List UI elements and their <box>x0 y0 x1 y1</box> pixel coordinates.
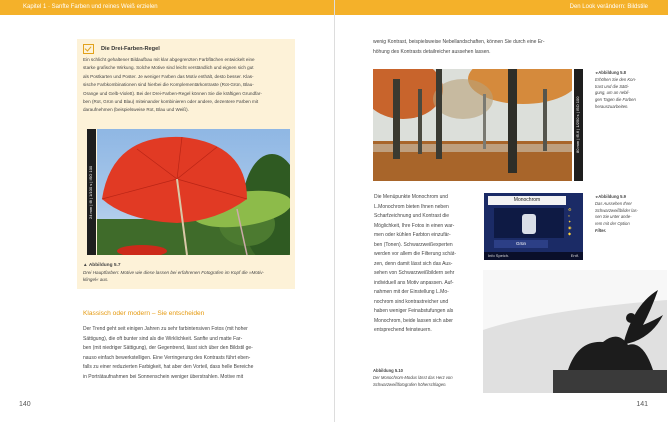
camera-menu-screenshot <box>484 193 583 260</box>
left-running-header: Kapitel 1 · Sanfte Farben und reines Weiß erzielen <box>0 0 334 15</box>
body-line: in Porträtaufnahmen bei Sonnenschein weniger überstrahlen. Motive mit <box>83 373 244 380</box>
body-line: ben (mit niedriger Sättigung), der Gegentrend, lässt sich über den Bildstil ge- <box>83 345 253 351</box>
figure-caption-5-7: ▲ Abbildung 5.7 Drei Hauptfarben: Motive wie diese lassen bei erfahrenen Fotografen im Kopf die »Motiv- klingel« aus. <box>83 261 289 283</box>
trees-illustration <box>373 69 572 181</box>
body-line: L.Monochrom bieten Ihnen neben <box>374 203 449 210</box>
checkbox-icon <box>83 44 94 54</box>
box-line: starke grafische Wirkung. Solche Motive sind leicht verständlich und eignen sich gut <box>83 65 254 71</box>
body-line: werden vor allem die Filterung schät- <box>374 251 456 257</box>
left-body-text <box>83 325 308 382</box>
menu-option[interactable]: Grün <box>494 240 548 248</box>
box-line: sische Farbkombinationen sind hierbei die Komplementärkontraste (Rot-Grün, Blau- <box>83 82 254 88</box>
body-line: Scharfzeichnung und Kontrast die <box>374 213 450 219</box>
body-line: nauso einfach bewerkstelligen. Eine Verringerung des Kontrasts führt eben- <box>83 354 251 361</box>
body-line: Der Trend geht seit einigen Jahren zu sehr farbintensiven Fotos (mit hoher <box>83 326 248 332</box>
statue-bw-photo <box>483 270 667 393</box>
page-number-right: 141 <box>636 401 648 408</box>
body-line: nochrom sind kontrastreicher und <box>374 298 449 305</box>
preview-figure <box>522 214 536 234</box>
caption-label: Abbildung 5.8 <box>598 70 626 75</box>
caption-line: gung, um an nebli- <box>595 90 630 96</box>
body-line: haben weniger Feinabstufungen als <box>374 308 454 314</box>
body-line: Möglichkeit, Ihre Fotos in einen war- <box>374 222 455 229</box>
right-running-header: Den Look verändern: Bildstile <box>335 0 668 15</box>
figure-caption-5-8: ◂ Abbildung 5.8 Erhöhen Sie den Kon- trast und die Sätti- gung, um an nebli- gen Tagen die Farben herauszuarbeiten. <box>595 70 665 111</box>
body-line: höhung des Kontrasts detailreicher aussehen lassen. <box>373 48 491 55</box>
right-body-text <box>374 193 479 336</box>
body-line: zen, denn damit lässt sich das Aus- <box>374 260 453 267</box>
body-line: men oder kühlen Farbton einzufär- <box>374 232 451 238</box>
umbrella-illustration <box>97 129 290 255</box>
caption-line: herauszuarbeiten. <box>595 103 629 109</box>
caption-line: gen Tagen die Farben <box>595 97 636 103</box>
right-intro-text <box>373 38 623 57</box>
caption-line: rem mit der Option <box>595 221 630 227</box>
page-number-left: 140 <box>19 401 31 408</box>
section-heading: Klassisch oder modern – Sie entscheiden <box>83 310 205 317</box>
body-line: falls zu einer reduzierten Farbigkeit, hat aber den Vorteil, dass helle Bereiche <box>83 364 254 370</box>
statue-illustration <box>483 270 667 393</box>
body-line: entsprechend feinsteuern. <box>374 327 432 333</box>
menu-bottom-right[interactable]: Entf. <box>570 253 579 258</box>
photo-exif-strip: 80 mm | f5.6 | 1/250 s | ISO 100 <box>574 69 583 181</box>
photo-exif-strip: 24 mm | f8 | 1/100 s | ISO 100 <box>87 129 96 255</box>
body-line: Die Menüpunkte Monochrom und <box>374 194 448 200</box>
body-line: nahmen mit der Einstellung L.Mo- <box>374 289 449 295</box>
caption-line: Erhöhen Sie den Kon- <box>595 76 637 82</box>
menu-bottom-bar <box>484 252 583 260</box>
caption-line: Schwarzweißbilder las- <box>595 207 639 213</box>
caption-line: Schwarzweißfotografen höherschlagen. <box>373 381 447 387</box>
body-line: Monochrom, beide lassen sich aber <box>374 317 453 324</box>
menu-preview <box>494 208 564 238</box>
box-line: Orange und Gelb-Violett). Bei der Drei-Farben-Regel können Sie die kräftigen Grundfar- <box>83 90 262 96</box>
caption-line: Das Aussehen Ihrer <box>595 200 632 206</box>
caption-label: Abbildung 5.10 <box>373 368 404 373</box>
box-line: Ein schlicht gehaltener Bildaufbau mit klar abgegrenzten Farbflächen entwickelt eine <box>83 57 255 62</box>
body-line: ben (Tonen). Schwarzweißexperten <box>374 241 453 248</box>
body-line: Sättigung), die oft bunter sind als die Wirklichkeit. Sanfte und matte Far- <box>83 335 243 342</box>
caption-label: Abbildung 5.7 <box>88 263 121 268</box>
figure-caption-5-9: ◂ Abbildung 5.9 Das Aussehen Ihrer Schwarzweißbilder las- sen Sie unter ande- rem mit der Option Filter. <box>595 194 665 235</box>
umbrella-photo <box>97 129 290 255</box>
caption-line: trast und die Sätti- <box>595 83 629 89</box>
caption-line: klingel« aus. <box>83 277 109 282</box>
body-line: wenig Kontrast, beispielsweise Nebellandschaften, können Sie durch eine Er- <box>373 39 545 45</box>
caption-line: Drei Hauptfarben: Motive wie diese lassen bei erfahrenen Fotografen im Kopf die »Motiv- <box>83 270 265 275</box>
autumn-fog-photo <box>373 69 572 181</box>
body-line: sehen von Schwarzweißbildern sehr <box>374 270 455 276</box>
menu-title: Monochrom <box>488 196 566 205</box>
caption-line: Der Monochrom-Modus lässt das Herz von <box>373 374 453 380</box>
menu-bottom-left[interactable]: Info Speich. <box>488 253 510 258</box>
caption-label: Abbildung 5.9 <box>598 194 626 199</box>
box-line: als Postkarten und Poster. Je weniger Farben das Motiv enthält, desto besser. Klas- <box>83 73 254 79</box>
box-line: ben (Rot, Grün und Blau) miteinander kombinieren oder andere, dezentere Farben mit <box>83 99 259 105</box>
info-box-title: Die Drei-Farben-Regel <box>101 46 160 52</box>
info-box-text <box>83 56 289 115</box>
caption-line: Filter. <box>595 227 607 233</box>
box-line: daraufnehmen (beispielsweise Rot, Blau und Weiß). <box>83 107 189 113</box>
menu-side-icons: ⚙ ◐ ✦ ◉ ◆ <box>568 207 572 236</box>
caption-line: sen Sie unter ande- <box>595 214 632 220</box>
body-line: individuell ans Motiv anpassen. Auf- <box>374 279 454 286</box>
